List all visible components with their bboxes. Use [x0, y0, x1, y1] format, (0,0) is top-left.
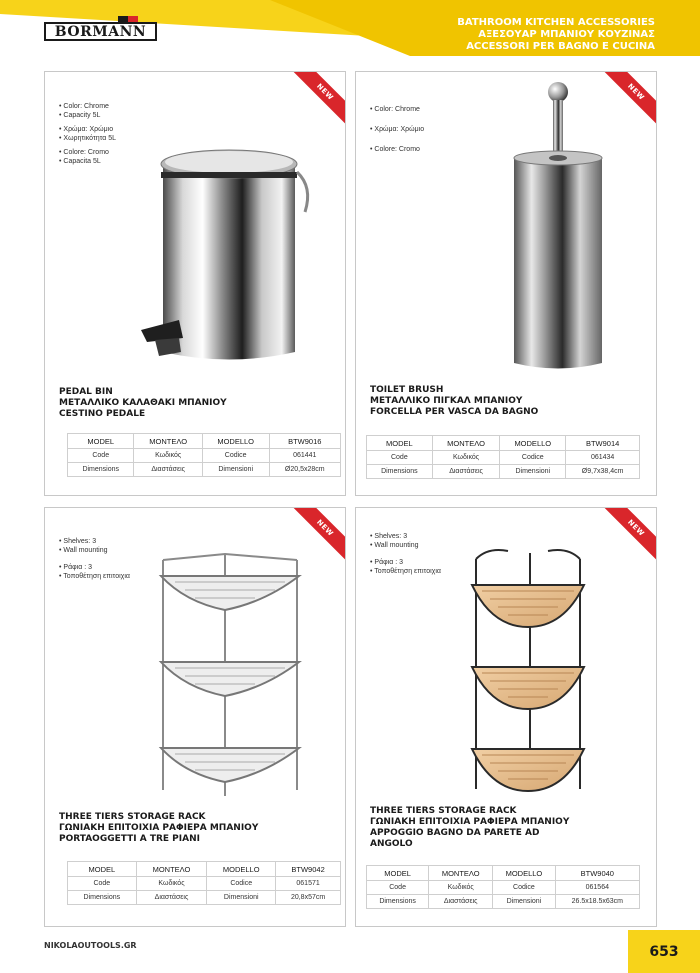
- feature-item: • Wall mounting: [59, 546, 130, 555]
- table-cell: MODEL: [367, 436, 433, 451]
- new-badge: NEW: [598, 507, 657, 566]
- product-card-pedal-bin: [44, 71, 346, 496]
- table-cell: ΜΟΝΤΕΛΟ: [429, 866, 493, 881]
- new-badge: NEW: [287, 507, 346, 566]
- table-row: [68, 862, 341, 877]
- table-cell: Διαστάσεις: [429, 895, 493, 909]
- feature-list: [59, 102, 116, 171]
- feature-item: • Color: Chrome: [59, 102, 116, 111]
- feature-item: • Ράφια : 3: [370, 558, 441, 567]
- table-cell: Dimensions: [68, 463, 134, 477]
- table-row: [68, 449, 341, 463]
- section-title-line: ACCESSORI PER BAGNO E CUCINA: [466, 41, 655, 52]
- title-line: PORTAOGGETTI A TRE PIANI: [59, 834, 200, 844]
- table-cell: MODELLO: [202, 434, 269, 449]
- table-cell: Dimensions: [367, 895, 429, 909]
- table-cell: Ø20,5x28cm: [269, 463, 340, 477]
- spec-table: [67, 433, 341, 477]
- product-card-wire-rack: [44, 507, 346, 927]
- spec-table: [366, 865, 640, 909]
- feature-item: • Χωρητικότητα 5L: [59, 134, 116, 143]
- table-cell: MODEL: [68, 862, 137, 877]
- table-cell: Διαστάσεις: [432, 465, 500, 479]
- table-row: [367, 881, 640, 895]
- table-cell: 061434: [566, 451, 640, 465]
- table-cell: MODEL: [68, 434, 134, 449]
- table-cell: Dimensions: [367, 465, 433, 479]
- table-cell: 26.5x18.5x63cm: [555, 895, 639, 909]
- title-line: CESTINO PEDALE: [59, 409, 146, 419]
- table-cell: BTW9040: [555, 866, 639, 881]
- title-line: ANGOLO: [370, 839, 413, 849]
- feature-item: • Shelves: 3: [59, 537, 130, 546]
- table-cell: Code: [68, 449, 134, 463]
- pedal-bin-image: [135, 142, 335, 372]
- title-line: FORCELLA PER VASCA DA BAGNO: [370, 407, 539, 417]
- table-cell: MODELLO: [500, 436, 566, 451]
- title-line: ΓΩΝΙΑΚΗ ΕΠΙΤΟΙΧΙΑ ΡΑΦΙΕΡΑ ΜΠΑΝΙΟΥ: [370, 817, 570, 827]
- product-title: [370, 385, 538, 418]
- feature-item: • Τοποθέτηση επιτοιχια: [59, 572, 130, 581]
- feature-item: • Capacity 5L: [59, 111, 116, 120]
- new-badge: NEW: [598, 71, 657, 130]
- section-title-line: BATHROOM KITCHEN ACCESSORIES: [457, 17, 655, 28]
- brand-name: BORMANN: [54, 23, 147, 40]
- table-cell: 061564: [555, 881, 639, 895]
- table-cell: Code: [367, 451, 433, 465]
- logo-flag-icon: [118, 16, 148, 22]
- section-title: [457, 17, 655, 53]
- table-cell: Dimensions: [68, 891, 137, 905]
- feature-item: • Colore: Cromo: [59, 148, 116, 157]
- product-title: [370, 806, 569, 850]
- feature-item: • Χρώμα: Χρώμιο: [59, 125, 116, 134]
- title-line: ΓΩΝΙΑΚΗ ΕΠΙΤΟΙΧΙΑ ΡΑΦΙΕΡΑ ΜΠΑΝΙΟΥ: [59, 823, 259, 833]
- feature-item: • Χρώμα: Χρώμιο: [370, 125, 424, 134]
- table-row: [367, 465, 640, 479]
- feature-list: [59, 537, 130, 586]
- product-card-toilet-brush: [355, 71, 657, 496]
- feature-item: • Ράφια : 3: [59, 563, 130, 572]
- product-title: [59, 387, 227, 420]
- feature-item: • Colore: Cromo: [370, 145, 424, 154]
- table-cell: Code: [68, 877, 137, 891]
- table-row: [367, 895, 640, 909]
- table-cell: Codice: [207, 877, 276, 891]
- table-cell: MODELLO: [493, 866, 555, 881]
- spec-table: [366, 435, 640, 479]
- table-cell: Κωδικός: [136, 877, 207, 891]
- table-cell: Dimensioni: [207, 891, 276, 905]
- bamboo-rack-image: [468, 543, 588, 793]
- table-cell: ΜΟΝΤΕΛΟ: [136, 862, 207, 877]
- toilet-brush-image: [496, 78, 616, 378]
- table-cell: Κωδικός: [134, 449, 202, 463]
- table-cell: Code: [367, 881, 429, 895]
- table-row: [367, 436, 640, 451]
- table-cell: Dimensioni: [493, 895, 555, 909]
- table-cell: Dimensioni: [202, 463, 269, 477]
- feature-item: • Wall mounting: [370, 541, 441, 550]
- title-line: THREE TIERS STORAGE RACK: [59, 812, 206, 822]
- table-row: [367, 451, 640, 465]
- spec-table: [67, 861, 341, 905]
- table-cell: Κωδικός: [432, 451, 500, 465]
- table-cell: 061571: [276, 877, 341, 891]
- title-line: TOILET BRUSH: [370, 385, 444, 395]
- feature-item: • Τοποθέτηση επιτοιχια: [370, 567, 441, 576]
- title-line: PEDAL BIN: [59, 387, 113, 397]
- table-cell: 061441: [269, 449, 340, 463]
- product-title: [59, 812, 258, 845]
- section-title-line: ΑΞΕΣΟΥΑΡ ΜΠΑΝΙΟΥ ΚΟΥΖΙΝΑΣ: [478, 29, 655, 40]
- feature-list: [370, 105, 424, 159]
- title-line: THREE TIERS STORAGE RACK: [370, 806, 517, 816]
- table-row: [68, 877, 341, 891]
- table-cell: MODEL: [367, 866, 429, 881]
- title-line: APPOGGIO BAGNO DA PARETE AD: [370, 828, 540, 838]
- table-cell: BTW9014: [566, 436, 640, 451]
- table-cell: Κωδικός: [429, 881, 493, 895]
- table-row: [68, 463, 341, 477]
- table-row: [68, 434, 341, 449]
- feature-item: • Color: Chrome: [370, 105, 424, 114]
- table-cell: ΜΟΝΤΕΛΟ: [432, 436, 500, 451]
- table-cell: Ø9,7x38,4cm: [566, 465, 640, 479]
- new-badge: NEW: [287, 71, 346, 130]
- feature-item: • Capacita 5L: [59, 157, 116, 166]
- table-cell: Dimensioni: [500, 465, 566, 479]
- brand-logo: [44, 22, 157, 41]
- feature-item: • Shelves: 3: [370, 532, 441, 541]
- table-cell: ΜΟΝΤΕΛΟ: [134, 434, 202, 449]
- feature-list: [370, 532, 441, 581]
- table-cell: Διαστάσεις: [134, 463, 202, 477]
- title-line: ΜΕΤΑΛΛΙΚΟ ΚΑΛΑΘΑΚΙ ΜΠΑΝΙΟΥ: [59, 398, 227, 408]
- table-cell: BTW9042: [276, 862, 341, 877]
- wire-rack-image: [155, 550, 305, 802]
- table-cell: MODELLO: [207, 862, 276, 877]
- table-cell: Διαστάσεις: [136, 891, 207, 905]
- table-cell: BTW9016: [269, 434, 340, 449]
- table-cell: Codice: [493, 881, 555, 895]
- table-cell: Codice: [202, 449, 269, 463]
- page-number: 653: [649, 943, 679, 960]
- table-cell: 20,8x57cm: [276, 891, 341, 905]
- table-row: [68, 891, 341, 905]
- table-row: [367, 866, 640, 881]
- product-card-bamboo-rack: [355, 507, 657, 927]
- title-line: ΜΕΤΑΛΛΙΚΟ ΠΙΓΚΑΛ ΜΠΑΝΙΟΥ: [370, 396, 523, 406]
- table-cell: Codice: [500, 451, 566, 465]
- footer-website: NIKOLAOUTOOLS.GR: [44, 941, 137, 950]
